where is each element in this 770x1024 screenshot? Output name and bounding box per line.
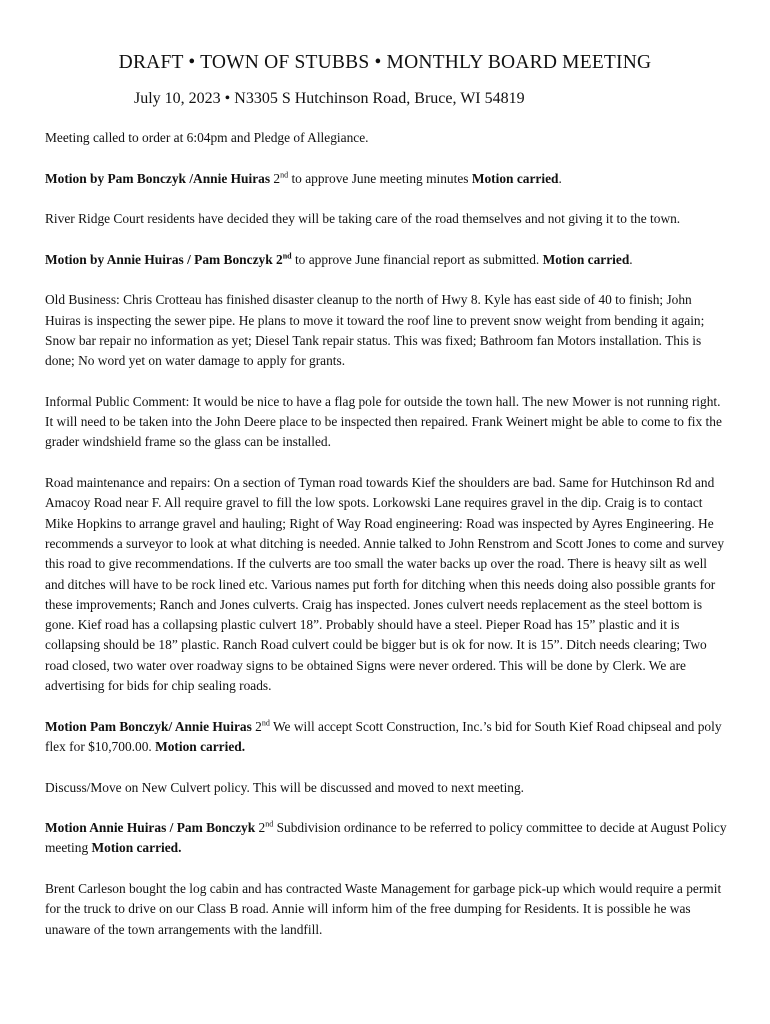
motion-end: . — [558, 170, 562, 186]
motion-movers: Motion by Annie Huiras / Pam Bonczyk 2 — [45, 251, 283, 267]
ordinal-suffix: nd — [261, 718, 270, 728]
motion-second: 2 — [270, 170, 281, 186]
motion-movers: Motion Pam Bonczyk/ Annie Huiras — [45, 718, 252, 734]
motion-carried: Motion carried — [471, 170, 559, 186]
paragraph-road-maintenance: Road maintenance and repairs: On a section of Tyman road towards Kief the shoulders are bad. Same for Hutchinson Rd and Amacoy Road near F. All require gravel to fill the low spots. Lorkowski Lane requires gravel in the dip. Craig is to contact Mike Hopkins to arrange gravel and hauling; Right of Way Road engineering: Road was inspected by Ayres Engineering. He recommends a surveyor to look at what ditching is needed. Annie talked to John Renstrom and Scott Jones to come and survey this road to give recommendations. If the culverts are too small the water backs up over the road. There is heavy silt as well and ditches will have to be rock lined etc. Various names put forth for ditching when this needs doing also possible grants for these improvements; Ranch and Jones culverts. Craig has inspected. Jones culvert needs replacement as the steel bottom is gone. Kief road has a collapsing plastic culvert 18”. Probably should have a steel. Pieper Road has 15” plastic and it is collapsing should be 18” plastic. Ranch Road culvert could be bigger but is ok for now. It is 15”. Ditch needs clearing; Two road closed, two water over roadway signs to be obtained Signs were never ordered. This will be done by Clerk. We are advertising for bids for chip sealing roads. — [45, 475, 725, 694]
paragraph-public-comment: Informal Public Comment: It would be nice to have a flag pole for outside the town hall. The new Mower is not running right. It will need to be taken into the John Deere place to be inspected then repaired. Frank Weinert might be able to come to fix the grader windshield frame so the glass can be installed. — [45, 393, 722, 450]
motion-text: to approve June financial report as submitted. — [291, 251, 543, 267]
ordinal-suffix: nd — [282, 251, 292, 261]
paragraph-river-ridge: River Ridge Court residents have decided they will be taking care of the road themselves and not giving it to the town. — [45, 211, 681, 227]
motion-text: to approve June meeting minutes — [288, 170, 472, 186]
motion-end: . — [629, 251, 633, 267]
document-subtitle: July 10, 2023 • N3305 S Hutchinson Road, Bruce, WI 54819 — [134, 90, 525, 107]
paragraph-culvert-policy: Discuss/Move on New Culvert policy. This will be discussed and moved to next meeting. — [45, 779, 525, 795]
motion-movers: Motion Annie Huiras / Pam Bonczyk — [45, 820, 256, 836]
document-title: DRAFT • TOWN OF STUBBS • MONTHLY BOARD MEETING — [118, 52, 652, 73]
paragraph-motion-financial — [45, 250, 727, 270]
paragraph-motion-subdivision — [45, 818, 727, 859]
motion-carried: Motion carried. — [155, 738, 246, 754]
paragraph-log-cabin: Brent Carleson bought the log cabin and has contracted Waste Management for garbage pick-up which would require a permit for the truck to drive on our Class B road. Annie will inform him of the free dumping for Residents. It is possible he was unaware of the town arrangements with the landfill. — [45, 880, 722, 937]
motion-second: 2 — [255, 820, 266, 836]
paragraph-call-to-order: Meeting called to order at 6:04pm and Pledge of Allegiance. — [45, 130, 369, 145]
motion-text: Subdivision ordinance to be referred to policy committee to decide at August Policy meeting — [45, 820, 727, 856]
minutes-body — [45, 128, 727, 960]
motion-movers: Motion by Pam Bonczyk /Annie Huiras — [45, 170, 271, 186]
paragraph-old-business: Old Business: Chris Crotteau has finished disaster cleanup to the north of Hwy 8. Kyle has east side of 40 to finish; John Huiras is inspecting the sewer pipe. He plans to move it toward the roof line to prevent snow weight from bending it again; Snow bar repair no information as yet; Diesel Tank repair status. This was fixed; Bathroom fan Motors installation. This is done; No word yet on water damage to apply for grants. — [45, 292, 705, 369]
paragraph-motion-minutes — [45, 169, 727, 189]
motion-carried: Motion carried — [542, 251, 630, 267]
paragraph-motion-chipseal — [45, 717, 727, 758]
motion-second: 2 — [251, 718, 262, 734]
ordinal-suffix: nd — [280, 170, 289, 180]
ordinal-suffix: nd — [265, 819, 274, 829]
motion-text: We will accept Scott Construction, Inc.’s bid for South Kief Road chipseal and poly flex for $10,700.00. — [45, 718, 722, 754]
motion-carried: Motion carried. — [91, 840, 182, 856]
